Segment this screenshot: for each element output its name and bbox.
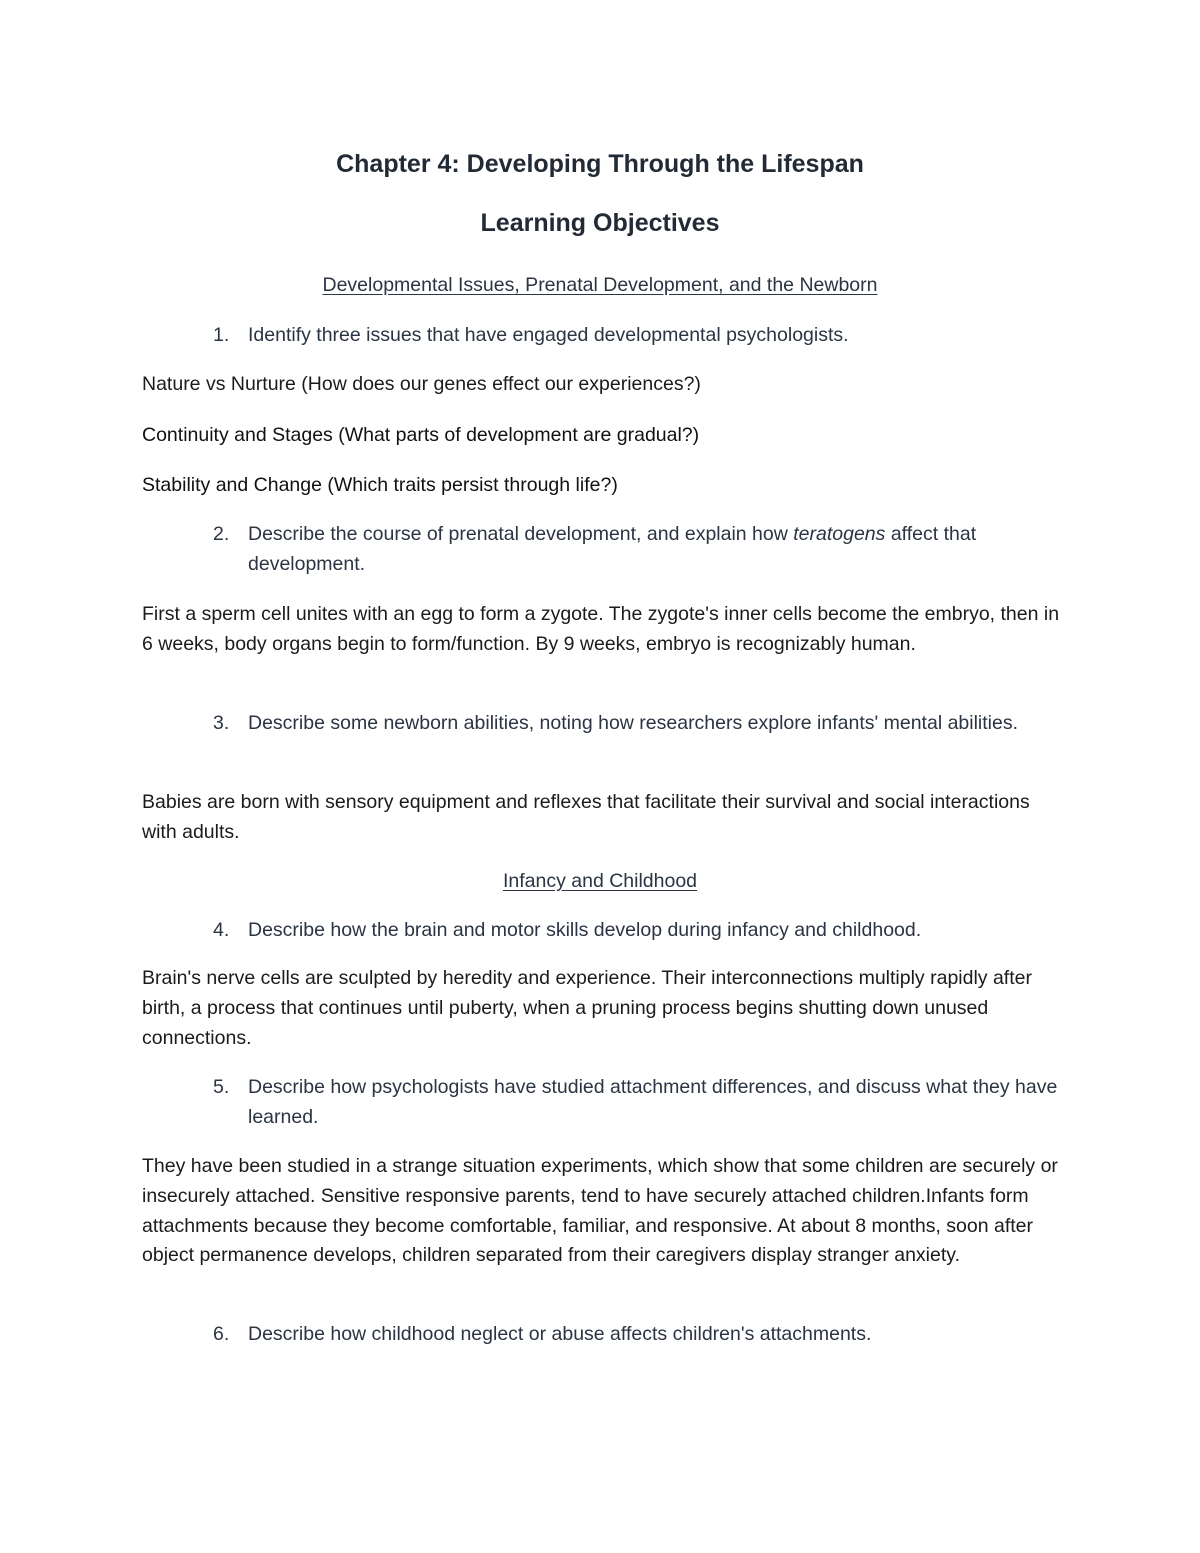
objective-text: Describe how childhood neglect or abuse affects children's attachments.: [248, 1323, 872, 1345]
objective-text-italic: teratogens: [793, 523, 886, 545]
objective-number: 4.: [213, 919, 230, 941]
answer-issue-continuity: Continuity and Stages (What parts of development are gradual?): [142, 424, 700, 446]
answer-brain: Brain's nerve cells are sculpted by heredity and experience. Their interconnections multiply rapidly after birth, a process that continues until puberty, when a pruning process begins shutting down unused connections.: [142, 967, 1032, 1049]
answer-newborn: Babies are born with sensory equipment and reflexes that facilitate their survival and social interactions with adults.: [142, 791, 1030, 843]
objective-text: Describe how psychologists have studied attachment differences, and discuss what they have learned.: [248, 1076, 1058, 1128]
section-heading-prenatal: Developmental Issues, Prenatal Development, and the Newborn: [322, 274, 878, 296]
objective-3: [213, 709, 1073, 739]
objective-text: Identify three issues that have engaged developmental psychologists.: [248, 324, 849, 346]
answer-attachment: They have been studied in a strange situation experiments, which show that some children are securely or insecurely attached. Sensitive responsive parents, tend to have securely attached children.Infants form attachments because they become comfortable, familiar, and responsive. At about 8 months, soon after object permanence develops, children separated from their caregivers display stranger anxiety.: [142, 1155, 1058, 1267]
objective-number: 6.: [213, 1323, 230, 1345]
answer-issue-nature-nurture: Nature vs Nurture (How does our genes effect our experiences?): [142, 373, 701, 395]
objective-4: [213, 916, 1073, 946]
document-subtitle: Learning Objectives: [480, 209, 720, 237]
objective-1: [213, 321, 1073, 351]
objective-text: Describe some newborn abilities, noting how researchers explore infants' mental abilities.: [248, 712, 1019, 734]
section-heading-infancy: Infancy and Childhood: [502, 870, 698, 892]
objective-text-after: affect that development.: [248, 523, 977, 575]
objective-number: 5.: [213, 1076, 230, 1098]
document-title: Chapter 4: Developing Through the Lifespan: [336, 150, 864, 178]
objective-text-before: Describe the course of prenatal development, and explain how: [248, 523, 794, 545]
objective-text: [248, 520, 1073, 579]
objective-number: 1.: [213, 324, 230, 346]
objective-6: [213, 1320, 1073, 1350]
objective-text: Describe how the brain and motor skills develop during infancy and childhood.: [248, 919, 922, 941]
objective-5: [213, 1073, 1073, 1132]
objective-number: 3.: [213, 712, 230, 734]
answer-issue-stability: Stability and Change (Which traits persist through life?): [142, 474, 618, 496]
objective-number: 2.: [213, 523, 230, 545]
objective-2: [213, 520, 1073, 579]
answer-prenatal: First a sperm cell unites with an egg to form a zygote. The zygote's inner cells become the embryo, then in 6 weeks, body organs begin to form/function. By 9 weeks, embryo is recognizably human.: [142, 603, 1060, 655]
